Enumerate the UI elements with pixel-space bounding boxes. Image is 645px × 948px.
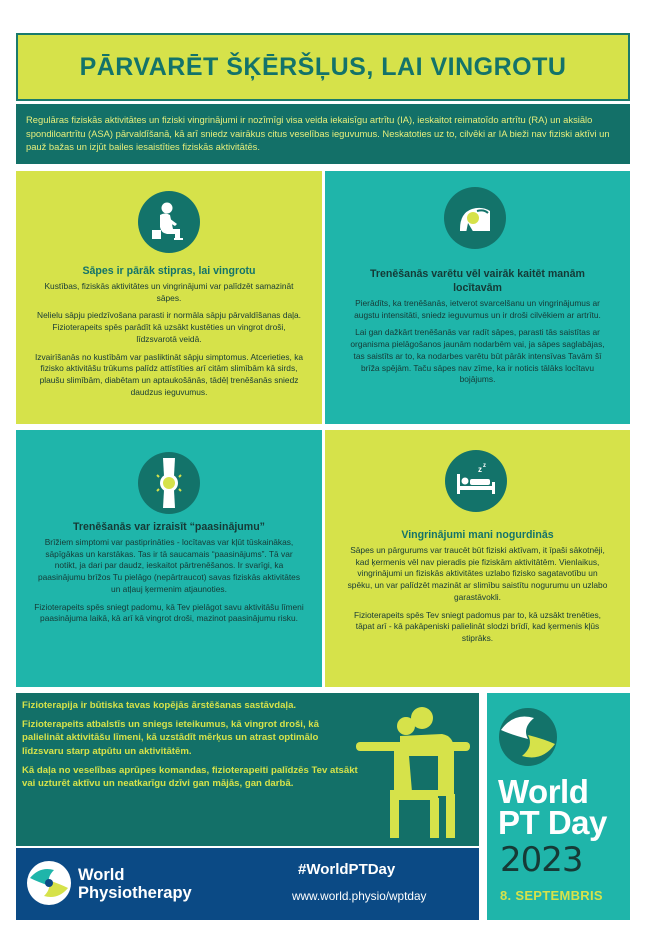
world-pt-day-date: 8. SEPTEMBRIS <box>500 888 603 903</box>
world-physiotherapy-logo-icon <box>26 860 72 906</box>
shoulder-joint-icon <box>444 187 506 249</box>
panel-tired-heading: Vingrinājumi mani nogurdinās <box>401 529 554 541</box>
world-pt-day-year: 2023 <box>500 840 583 880</box>
world-pt-day-logo-icon <box>498 706 558 768</box>
panel-joints-p1: Pierādīts, ka trenēšanās, ietverot svarcelšanu un vingrinājumus ar augstu intensitāti, sniedz ieguvumus un ir droši cilvēkiem ar artrītu. <box>354 298 601 320</box>
world-pt-day-title-line2: PT Day <box>498 804 607 841</box>
sleeping-in-bed-icon <box>445 450 507 512</box>
panel-pain-p2: Nelielu sāpju piedzīvošana parasti ir normāla sāpju pārvaldīšanas daļa. Fizioterapeits spēs parādīt kā uzsākt kustēties un vingrot droši, līdzsvarotā veidā. <box>37 310 301 344</box>
world-physiotherapy-logo-text <box>78 866 192 902</box>
panel-pain-heading: Sāpes ir pārāk stipras, lai vingrotu <box>82 265 256 277</box>
world-pt-day-title-line1: World <box>498 773 589 810</box>
hashtag: #WorldPTDay <box>298 861 396 878</box>
panel-joints-heading: Trenēšanās varētu vēl vairāk kaitēt manām locītavām <box>370 268 585 294</box>
physiotherapist-helping-patient-icon <box>350 700 475 842</box>
bottom-p3: Kā daļa no veselības aprūpes komandas, fizioterapeiti palīdzēs Tev atsākt vai uzturēt aktīvu un neatkarīgu dzīvi gan mājās, gan darbā. <box>22 764 358 790</box>
intro-text: Regulāras fiziskās aktivitātes un fiziski vingrinājumi ir nozīmīgi visa veida iekaisīgu artrītu (IA), ieskaitot reimatoīdo artrītu (RA) un aksiālo spondiloartrītu (ASA) pārvaldīšanā, kā arī sniedz vairākus citus veselības ieguvumus. Neskatoties uz to, cilvēki ar IA bieži nav fiziski aktīvi un pauž bažas un izjūt bailes iesaistīties fiziskās aktivitātēs. <box>16 104 630 164</box>
panel-tired <box>325 430 630 687</box>
panel-pain-p3: Izvairīšanās no kustībām var pasliktināt sāpju simptomus. Atcerieties, ka fizisko aktivitāšu trūkums palīdz attīstīties arī citām slimībām kā sirds, plaušu slimībām, diabētam un aptaukošānās, tādēļ trenēšanās sniedz daudzus ieguvumus. <box>34 351 304 397</box>
inflamed-knee-icon <box>138 452 200 514</box>
title-banner <box>16 33 630 101</box>
logo-line-2: Physiotherapy <box>78 884 192 902</box>
bottom-p1: Fizioterapija ir būtiska tavas kopējās ārstēšanas sastāvdaļa. <box>22 700 297 711</box>
panel-pain-p1: Kustības, fiziskās aktivitātes un vingrinājumi var palīdzēt samazināt sāpes. <box>44 281 294 303</box>
panel-joints-p2: Lai gan dažkārt trenēšanās var radīt sāpes, parasti tās saistītas ar organisma pielāgošanos jaunām nodarbēm vai, ja sāpes saglabājas, tas saistīts ar to, ka nodarbes varētu būt pārāk intensīvas Tavām šī brīža spējām. Taču sāpes nav zīme, ka ir noticis tālāks locītavu bojājums. <box>350 327 605 385</box>
physiotherapy-info-text <box>22 699 362 796</box>
panel-flare-p1: Brīžiem simptomi var pastiprināties - locītavas var kļūt tūskainākas, sāpīgākas un karstākas. Tas ir tā saucamais “paasinājums”. Tā var notikt, ja dari par daudz, ieskaitot pārtrenēšanos. Ir svarīgi, ka paasinājumu brīžos Tu pielāgo (nepārtraucot) savas fiziskās aktivitātes un atļauj ķermenim atjaunoties. <box>37 537 301 594</box>
logo-line-1: World <box>78 866 125 884</box>
svg-text:z: z <box>483 463 486 469</box>
svg-text:z: z <box>478 465 482 474</box>
page-title: PĀRVARĒT ŠĶĒRŠĻUS, LAI VINGROTU <box>79 52 567 81</box>
panel-flare-heading: Trenēšanās var izraisīt “paasinājumu” <box>73 521 265 533</box>
panel-pain <box>16 171 322 424</box>
panel-flare <box>16 430 322 687</box>
bottom-p2: Fizioterapeits atbalstīs un sniegs ieteikumus, kā vingrot droši, kā palielināt aktivitāšu līmeni, kā uzstādīt mērķus un atrast optimālo līdzsvaru starp atpūtu un aktivitātēm. <box>22 719 319 757</box>
website-link[interactable]: www.world.physio/wptday <box>292 889 427 903</box>
panel-tired-p1: Sāpes un pārgurums var traucēt būt fiziski aktīvam, it īpaši sākotnēji, kad ķermenis vēl nav pieradis pie fiziskām aktivitātēm. Vienlaikus, vingrinājumi un fiziskās aktivitātes uzlabo fizisko sagatavotību un spēku, un var palīdzēt mazināt ar slimību saistītu nogurumu un uzlabo garastāvokli. <box>347 545 608 602</box>
panel-flare-p2: Fizioterapeits spēs sniegt padomu, kā Tev pielāgot savu aktivitāšu līmeni paasinājuma laikā, kā arī kā vingrot droši, mazinot paasinājumu risku. <box>34 601 304 624</box>
panel-joints <box>325 171 630 424</box>
person-in-pain-icon <box>138 191 200 253</box>
panel-tired-p2: Fizioterapeits spēs Tev sniegt padomus par to, kā uzsākt trenēties, tāpat arī - kā pakāpeniski palielināt slodzi brīdī, kad ķermenis kļūs stiprāks. <box>353 609 602 643</box>
